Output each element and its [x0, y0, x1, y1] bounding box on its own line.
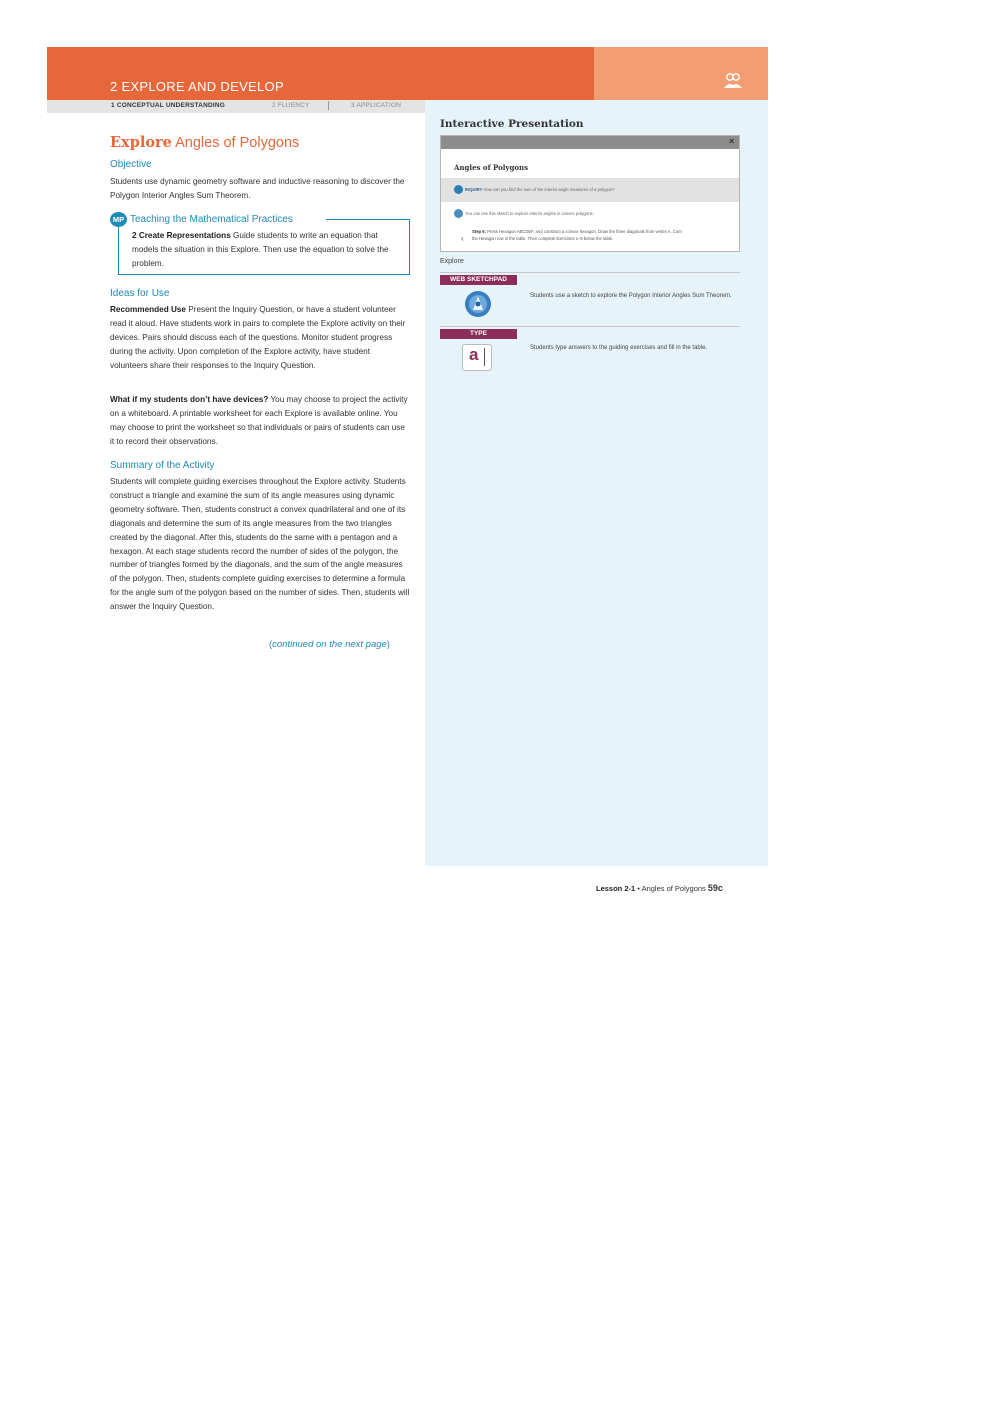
practices-text: 2 Create Representations Guide students to write an equation that models the situation in this Explore. Then use the equation to solve the problem.: [132, 231, 389, 268]
divider: [440, 272, 740, 273]
summary-text: Students will complete guiding exercises throughout the Explore activity. Students construct a triangle and examine the sum of its angle measures using dynamic geometry software. Then, students construct a convex quadrilateral and one of its diagonals and determine the sum of its angle measures from the two triangles created by the diagonal. After this, students do the same with a pentagon and a hexagon. At each stage students record the number of sides of the polygon, the number of triangles formed by the diagonals, and the sum of the angle measures of the polygon. Then, students complete guiding exercises to determine a formula for the angle sum of the polygon based on the number of sides. Then, students will answer the Inquiry Question.: [110, 477, 410, 612]
text-caret-icon: [484, 348, 485, 366]
step-instruction-continued: the Hexagon row in the table. Then complete Exercises 1–5 below the table.: [472, 236, 614, 241]
tip-text: You can use this sketch to explore interior angles in convex polygons.: [465, 211, 594, 216]
practices-heading: Teaching the Mathematical Practices: [130, 214, 293, 225]
web-sketchpad-description: Students use a sketch to explore the Polygon Interior Angles Sum Theorem.: [530, 293, 732, 299]
step-instruction: Step 6: Press Hexagon ABCDEF, and construct a convex hexagon. Draw the three diagonals from vertex A. Com: [472, 229, 682, 234]
section-title: 2 EXPLORE AND DEVELOP: [110, 79, 284, 94]
progression-divider: [328, 101, 329, 110]
objective-text: Students use dynamic geometry software and inductive reasoning to discover the Polygon Interior Angles Sum Theorem.: [110, 177, 405, 200]
divider: [440, 326, 740, 327]
ideas-heading: Ideas for Use: [110, 288, 170, 299]
summary-heading: Summary of the Activity: [110, 460, 215, 471]
no-devices-text: What if my students don’t have devices? You may choose to project the activity on a whiteboard. A printable worksheet for each Explore is available online. You may choose to print the worksheet so that individuals or pairs of students can use it to record their observations.: [110, 395, 408, 446]
page-footer: Lesson 2-1 • Angles of Polygons 59c: [596, 883, 723, 893]
practices-box-top-rule: [326, 219, 410, 220]
screenshot-caption: Explore: [440, 258, 464, 265]
inquiry-question: INQUIRY How can you find the sum of the interior angle measures of a polygon?: [465, 187, 615, 192]
screenshot-title-bar: [441, 136, 739, 149]
close-icon: ×: [729, 136, 735, 146]
type-icon-letter: a: [469, 345, 479, 364]
recommended-use-text: Recommended Use Present the Inquiry Question, or have a student volunteer read it aloud. Have students work in pairs to complete the Explore activity on their devices. Pairs should discuss each of the questions. Monitor student progress during the activity. Upon completion of the Explore activity, have student volunteers share their responses to the Inquiry Question.: [110, 305, 406, 370]
inquiry-icon: [454, 185, 463, 194]
web-sketchpad-icon: [464, 290, 492, 318]
progression-step-fluency: 2 FLUENCY: [272, 102, 310, 109]
type-tag: TYPE: [440, 329, 517, 339]
screenshot-heading: Angles of Polygons: [454, 163, 529, 172]
type-description: Students type answers to the guiding exercises and fill in the table.: [530, 345, 708, 351]
progression-step-application: 3 APPLICATION: [351, 102, 402, 109]
group-people-icon: [723, 72, 743, 90]
mp-badge-icon: MP: [110, 212, 127, 227]
interactive-presentation-title: Interactive Presentation: [440, 118, 584, 130]
web-sketchpad-tag: WEB SKETCHPAD: [440, 275, 517, 285]
chevron-left-icon: ‹: [461, 234, 464, 243]
tip-icon: [454, 209, 463, 218]
continued-note: (continued on the next page): [269, 639, 390, 650]
page-title: Explore Angles of Polygons: [110, 134, 300, 151]
objective-heading: Objective: [110, 159, 152, 170]
progression-step-conceptual: 1 CONCEPTUAL UNDERSTANDING: [111, 102, 226, 109]
